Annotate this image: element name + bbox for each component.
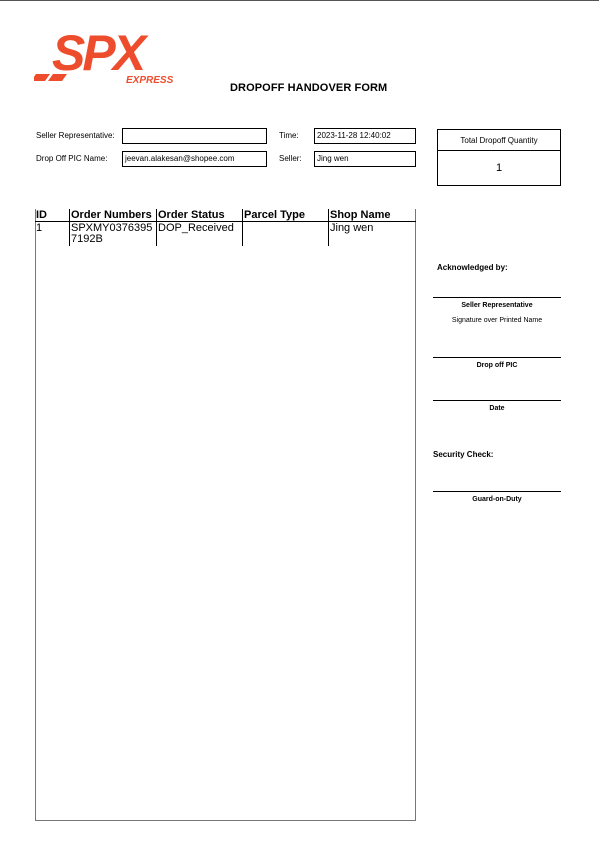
col-parcel-header: Parcel Type bbox=[244, 209, 305, 221]
form-title: DROPOFF HANDOVER FORM bbox=[230, 82, 388, 94]
guard-signature-line bbox=[433, 491, 561, 492]
col-id-header: ID bbox=[36, 209, 47, 221]
seller-rep-signature-line bbox=[433, 297, 561, 298]
row-order-number: SPXMY0376395 7192B bbox=[71, 222, 153, 245]
pic-signature-line bbox=[433, 357, 561, 358]
seller-rep-field[interactable] bbox=[122, 128, 267, 144]
seller-rep-label: Seller Representative: bbox=[36, 131, 115, 140]
row-order-status: DOP_Received bbox=[158, 222, 234, 234]
top-border bbox=[0, 0, 599, 1]
col-divider bbox=[242, 209, 243, 246]
svg-text:SPX: SPX bbox=[52, 25, 144, 81]
col-divider bbox=[156, 209, 157, 246]
time-field[interactable]: 2023-11-28 12:40:02 bbox=[314, 128, 416, 144]
seller-field[interactable]: Jing wen bbox=[314, 151, 416, 167]
total-quantity-value: 1 bbox=[437, 150, 561, 186]
col-divider bbox=[69, 209, 70, 246]
seller-label: Seller: bbox=[279, 154, 302, 163]
pic-name-label: Drop Off PIC Name: bbox=[36, 154, 108, 163]
seller-rep-caption: Seller Representative bbox=[461, 302, 533, 309]
acknowledged-by-label: Acknowledged by: bbox=[437, 263, 508, 272]
total-quantity-label: Total Dropoff Quantity bbox=[437, 129, 561, 151]
time-label: Time: bbox=[279, 131, 299, 140]
spx-express-logo bbox=[34, 24, 184, 86]
security-check-label: Security Check: bbox=[433, 450, 494, 459]
pic-name-field[interactable]: jeevan.alakesan@shopee.com bbox=[122, 151, 267, 167]
row-shop-name: Jing wen bbox=[330, 222, 374, 234]
svg-text:EXPRESS: EXPRESS bbox=[126, 75, 174, 86]
col-divider bbox=[328, 209, 329, 246]
guard-caption: Guard-on-Duty bbox=[472, 496, 522, 503]
col-shop-header: Shop Name bbox=[330, 209, 391, 221]
col-status-header: Order Status bbox=[158, 209, 225, 221]
col-order-header: Order Numbers bbox=[71, 209, 152, 221]
orders-table-frame bbox=[35, 209, 416, 821]
date-caption: Date bbox=[489, 405, 505, 412]
row-id: 1 bbox=[36, 222, 43, 234]
date-line bbox=[433, 400, 561, 401]
pic-caption: Drop off PIC bbox=[476, 362, 518, 369]
signature-over-name-caption: Signature over Printed Name bbox=[451, 317, 543, 324]
